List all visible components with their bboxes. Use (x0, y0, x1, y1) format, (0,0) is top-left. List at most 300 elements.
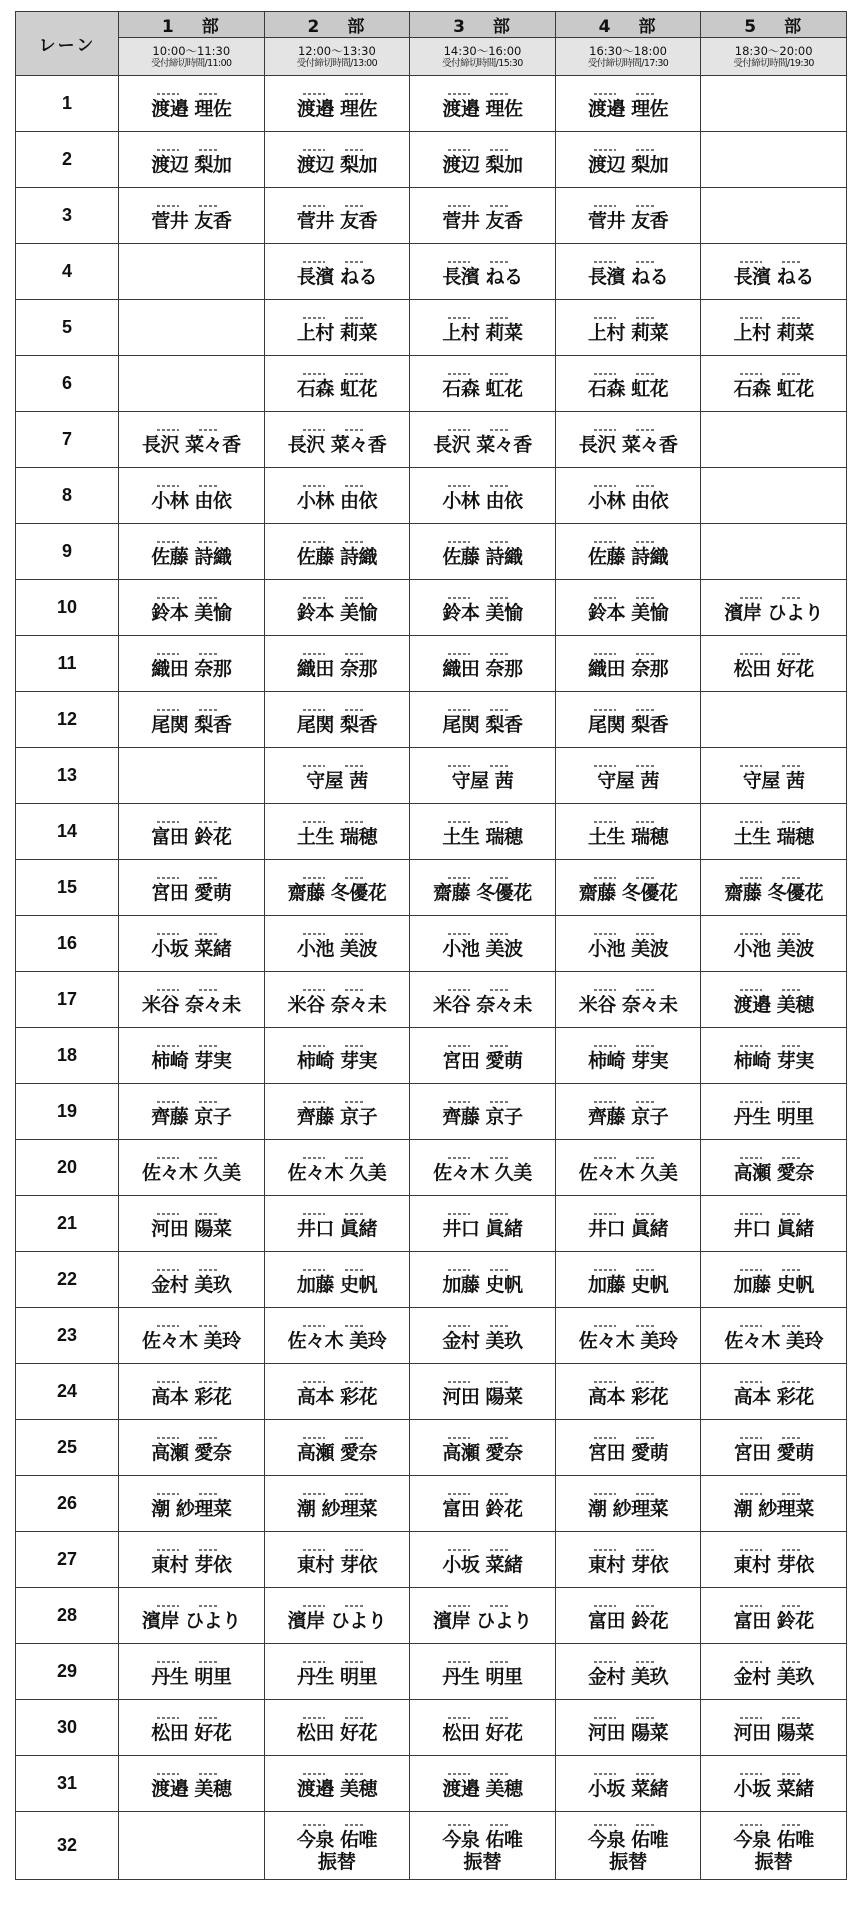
member-name: 小坂 菜緒 (588, 1778, 669, 1800)
furigana-reading (724, 1151, 824, 1162)
furigana-reading (432, 927, 532, 938)
furigana-reading (287, 1767, 387, 1778)
furigana-reading (724, 1095, 824, 1106)
furigana-reading (724, 1543, 824, 1554)
furigana-reading (578, 1487, 678, 1498)
member-name: 齊藤 京子 (151, 1106, 232, 1128)
schedule-cell (555, 1364, 701, 1420)
table-row (16, 1028, 847, 1084)
schedule-cell (555, 636, 701, 692)
member-name: 井口 眞緒 (296, 1218, 377, 1240)
schedule-cell (264, 412, 410, 468)
member-name: 井口 眞緒 (588, 1218, 669, 1240)
table-row (16, 1252, 847, 1308)
furigana-reading (287, 1818, 387, 1829)
schedule-cell (555, 972, 701, 1028)
member-name: 守屋 茜 (451, 770, 514, 792)
schedule-cell (410, 1756, 556, 1812)
furigana-reading (432, 311, 532, 322)
member-name: 渡辺 梨加 (151, 154, 232, 176)
furigana-reading (432, 479, 532, 490)
part-5-header: 5 部 (701, 12, 847, 38)
table-row (16, 132, 847, 188)
furigana-reading (141, 1207, 241, 1218)
furigana-reading (287, 591, 387, 602)
schedule-cell (410, 636, 556, 692)
member-name: 長沢 菜々香 (287, 434, 387, 456)
furigana-reading (141, 1319, 241, 1330)
furigana-reading (724, 759, 824, 770)
furigana-reading (432, 1818, 532, 1829)
member-name: 小坂 菜緒 (733, 1778, 814, 1800)
schedule-cell (410, 1084, 556, 1140)
furigana-reading (724, 647, 824, 658)
lane-number: 9 (16, 524, 119, 580)
furigana-reading (432, 1039, 532, 1050)
transfer-note: 振替 (317, 1851, 356, 1873)
furigana-reading (578, 143, 678, 154)
table-row (16, 1588, 847, 1644)
furigana-reading (432, 535, 532, 546)
schedule-cell (119, 916, 265, 972)
table-row (16, 1140, 847, 1196)
member-name: 織田 奈那 (151, 658, 232, 680)
furigana-reading (432, 759, 532, 770)
member-name: 米谷 奈々未 (433, 994, 532, 1016)
schedule-cell (264, 1532, 410, 1588)
schedule-cell (119, 972, 265, 1028)
schedule-cell (410, 1476, 556, 1532)
member-name: 高瀬 愛奈 (151, 1442, 232, 1464)
furigana-reading (578, 1319, 678, 1330)
member-name: 小坂 菜緒 (151, 938, 232, 960)
schedule-cell (555, 1196, 701, 1252)
schedule-cell (555, 412, 701, 468)
furigana-reading (141, 983, 241, 994)
schedule-cell (555, 244, 701, 300)
member-name: 高瀬 愛奈 (733, 1162, 814, 1184)
member-name: 佐藤 詩織 (588, 546, 669, 568)
schedule-cell (701, 188, 847, 244)
schedule-cell (555, 860, 701, 916)
lane-number: 22 (16, 1252, 119, 1308)
furigana-reading (141, 703, 241, 714)
lane-number: 29 (16, 1644, 119, 1700)
schedule-cell (555, 1028, 701, 1084)
member-name: 長沢 菜々香 (578, 434, 678, 456)
schedule-cell (264, 1644, 410, 1700)
member-name: 井口 眞緒 (442, 1218, 523, 1240)
schedule-cell (119, 524, 265, 580)
schedule-cell (701, 1140, 847, 1196)
schedule-cell (410, 860, 556, 916)
schedule-cell (555, 748, 701, 804)
schedule-cell (264, 1140, 410, 1196)
schedule-cell (119, 244, 265, 300)
furigana-reading (724, 1375, 824, 1386)
member-name: 佐藤 詩織 (442, 546, 523, 568)
member-name: 齋藤 冬優花 (724, 882, 823, 904)
schedule-cell (410, 244, 556, 300)
table-row (16, 916, 847, 972)
member-name: 高瀬 愛奈 (442, 1442, 523, 1464)
member-name: 井口 眞緒 (733, 1218, 814, 1240)
furigana-reading (432, 1151, 532, 1162)
schedule-cell (555, 804, 701, 860)
member-name: 尾関 梨香 (296, 714, 377, 736)
schedule-cell (119, 1812, 265, 1880)
schedule-cell (701, 1756, 847, 1812)
furigana-reading (287, 1319, 387, 1330)
member-name: 佐々木 久美 (287, 1162, 387, 1184)
furigana-reading (287, 1431, 387, 1442)
member-name: 潮 紗理菜 (296, 1498, 377, 1520)
member-name: 守屋 茜 (306, 770, 368, 792)
schedule-cell (119, 188, 265, 244)
furigana-reading (141, 423, 241, 434)
schedule-cell (410, 524, 556, 580)
member-name: 土生 瑞穂 (442, 826, 523, 848)
member-name: 潮 紗理菜 (733, 1498, 814, 1520)
furigana-reading (141, 871, 241, 882)
member-name: 金村 美玖 (151, 1274, 232, 1296)
schedule-cell (701, 1364, 847, 1420)
member-name: 潮 紗理菜 (588, 1498, 669, 1520)
lane-number: 6 (16, 356, 119, 412)
schedule-cell (410, 1532, 556, 1588)
member-name: 柿崎 芽実 (151, 1050, 232, 1072)
schedule-cell (264, 468, 410, 524)
table-row (16, 692, 847, 748)
member-name: 齊藤 京子 (296, 1106, 377, 1128)
furigana-reading (578, 1375, 678, 1386)
furigana-reading (578, 1039, 678, 1050)
furigana-reading (724, 1818, 824, 1829)
schedule-cell (701, 692, 847, 748)
furigana-reading (287, 1039, 387, 1050)
lane-number: 16 (16, 916, 119, 972)
table-row (16, 468, 847, 524)
lane-number: 7 (16, 412, 119, 468)
member-name: 小池 美波 (588, 938, 669, 960)
schedule-cell (264, 1700, 410, 1756)
furigana-reading (432, 199, 532, 210)
furigana-reading (432, 591, 532, 602)
member-name: 米谷 奈々未 (578, 994, 678, 1016)
furigana-reading (287, 535, 387, 546)
member-name: 金村 美玖 (588, 1666, 669, 1688)
table-row (16, 1700, 847, 1756)
table-row (16, 1364, 847, 1420)
table-row (16, 1196, 847, 1252)
schedule-cell (119, 1476, 265, 1532)
schedule-cell (119, 1644, 265, 1700)
schedule-cell (555, 1532, 701, 1588)
schedule-cell (410, 76, 556, 132)
member-name: 渡邉 理佐 (442, 98, 523, 120)
schedule-cell (410, 468, 556, 524)
furigana-reading (578, 1655, 678, 1666)
schedule-cell (264, 1476, 410, 1532)
member-name: 守屋 茜 (742, 770, 805, 792)
member-name: 宮田 愛萌 (151, 882, 232, 904)
part-header-row (16, 12, 847, 38)
schedule-cell (410, 188, 556, 244)
furigana-reading (141, 1263, 241, 1274)
furigana-reading (141, 143, 241, 154)
furigana-reading (578, 647, 678, 658)
furigana-reading (141, 927, 241, 938)
member-name: 菅井 友香 (151, 210, 232, 232)
schedule-cell (701, 356, 847, 412)
furigana-reading (287, 647, 387, 658)
member-name: 加藤 史帆 (442, 1274, 523, 1296)
member-name: 守屋 茜 (597, 770, 659, 792)
schedule-cell (701, 1196, 847, 1252)
member-name: 渡辺 梨加 (442, 154, 523, 176)
schedule-cell (119, 76, 265, 132)
schedule-cell (410, 1364, 556, 1420)
furigana-reading (724, 1263, 824, 1274)
schedule-cell (410, 1812, 556, 1880)
member-name: 菅井 友香 (296, 210, 377, 232)
schedule-cell (555, 1644, 701, 1700)
member-name: 東村 芽依 (733, 1554, 814, 1576)
table-row (16, 1420, 847, 1476)
furigana-reading (432, 1487, 532, 1498)
schedule-cell (701, 1476, 847, 1532)
schedule-cell (410, 132, 556, 188)
furigana-reading (141, 1431, 241, 1442)
schedule-cell (264, 1084, 410, 1140)
furigana-reading (724, 927, 824, 938)
schedule-cell (701, 1588, 847, 1644)
member-name: 富田 鈴花 (151, 826, 232, 848)
furigana-reading (578, 535, 678, 546)
member-name: 鈴本 美愉 (442, 602, 523, 624)
furigana-reading (432, 1207, 532, 1218)
schedule-cell (410, 1196, 556, 1252)
furigana-reading (578, 591, 678, 602)
schedule-cell (701, 412, 847, 468)
schedule-cell (119, 412, 265, 468)
schedule-cell (410, 300, 556, 356)
member-name: 佐々木 美玲 (141, 1330, 241, 1352)
table-row (16, 972, 847, 1028)
schedule-cell (555, 1252, 701, 1308)
schedule-cell (410, 1420, 556, 1476)
schedule-cell (264, 1308, 410, 1364)
member-name: 今泉 佑唯 (296, 1829, 377, 1851)
furigana-reading (578, 1818, 678, 1829)
member-name: 尾関 梨香 (151, 714, 232, 736)
schedule-cell (264, 1196, 410, 1252)
member-name: 織田 奈那 (588, 658, 669, 680)
furigana-reading (724, 871, 824, 882)
schedule-cell (555, 132, 701, 188)
part-1-time: 10:00～11:30 受付締切時間/11:00 (119, 38, 265, 76)
member-name: 鈴本 美愉 (296, 602, 377, 624)
furigana-reading (432, 983, 532, 994)
member-name: 長沢 菜々香 (141, 434, 241, 456)
schedule-cell (264, 580, 410, 636)
schedule-cell (555, 1700, 701, 1756)
schedule-cell (701, 1644, 847, 1700)
schedule-cell (701, 1252, 847, 1308)
furigana-reading (724, 815, 824, 826)
lane-number: 31 (16, 1756, 119, 1812)
member-name: 米谷 奈々未 (141, 994, 241, 1016)
member-name: 小林 由依 (588, 490, 669, 512)
schedule-cell (264, 972, 410, 1028)
furigana-reading (578, 367, 678, 378)
furigana-reading (578, 1151, 678, 1162)
schedule-cell (701, 804, 847, 860)
member-name: 尾関 梨香 (588, 714, 669, 736)
furigana-reading (432, 1319, 532, 1330)
furigana-reading (287, 1543, 387, 1554)
furigana-reading (724, 311, 824, 322)
table-row (16, 1644, 847, 1700)
schedule-cell (410, 1140, 556, 1196)
furigana-reading (724, 367, 824, 378)
member-name: 加藤 史帆 (588, 1274, 669, 1296)
member-name: 齊藤 京子 (442, 1106, 523, 1128)
furigana-reading (287, 1599, 387, 1610)
member-name: 佐々木 久美 (433, 1162, 532, 1184)
furigana-reading (578, 1543, 678, 1554)
schedule-cell (555, 524, 701, 580)
lane-number: 28 (16, 1588, 119, 1644)
part-3-header: 3 部 (410, 12, 556, 38)
member-name: 菅井 友香 (588, 210, 669, 232)
schedule-cell (555, 1084, 701, 1140)
schedule-cell (555, 1420, 701, 1476)
furigana-reading (432, 255, 532, 266)
lane-number: 17 (16, 972, 119, 1028)
member-name: 土生 瑞穂 (588, 826, 669, 848)
member-name: 金村 美玖 (733, 1666, 814, 1688)
part-2-time: 12:00～13:30 受付締切時間/13:00 (264, 38, 410, 76)
lane-number: 12 (16, 692, 119, 748)
furigana-reading (141, 1767, 241, 1778)
member-name: 渡邉 理佐 (296, 98, 377, 120)
furigana-reading (287, 1095, 387, 1106)
member-name: 高瀬 愛奈 (296, 1442, 377, 1464)
furigana-reading (432, 1655, 532, 1666)
member-name: 河田 陽菜 (151, 1218, 232, 1240)
schedule-cell (119, 1252, 265, 1308)
schedule-cell (410, 356, 556, 412)
member-name: 渡辺 梨加 (296, 154, 377, 176)
schedule-cell (701, 636, 847, 692)
member-name: 上村 莉菜 (588, 322, 669, 344)
member-name: 齋藤 冬優花 (433, 882, 532, 904)
schedule-cell (701, 1700, 847, 1756)
member-name: 菅井 友香 (442, 210, 523, 232)
part-3-time: 14:30～16:00 受付締切時間/15:30 (410, 38, 556, 76)
furigana-reading (287, 759, 387, 770)
schedule-cell (119, 636, 265, 692)
schedule-cell (119, 1588, 265, 1644)
schedule-cell (701, 916, 847, 972)
schedule-cell (264, 76, 410, 132)
lane-number: 30 (16, 1700, 119, 1756)
member-name: 佐々木 美玲 (287, 1330, 387, 1352)
furigana-reading (141, 535, 241, 546)
schedule-cell (264, 356, 410, 412)
furigana-reading (578, 87, 678, 98)
member-name: 上村 莉菜 (733, 322, 814, 344)
schedule-cell (701, 1812, 847, 1880)
schedule-cell (555, 916, 701, 972)
member-name: 丹生 明里 (442, 1666, 523, 1688)
furigana-reading (432, 1375, 532, 1386)
part-1-header: 1 部 (119, 12, 265, 38)
schedule-cell (555, 1140, 701, 1196)
furigana-reading (287, 815, 387, 826)
furigana-reading (724, 1655, 824, 1666)
member-name: 丹生 明里 (151, 1666, 232, 1688)
schedule-cell (555, 1812, 701, 1880)
furigana-reading (432, 1543, 532, 1554)
member-name: 土生 瑞穂 (296, 826, 377, 848)
member-name: 上村 莉菜 (442, 322, 523, 344)
member-name: 柿崎 芽実 (733, 1050, 814, 1072)
furigana-reading (578, 759, 678, 770)
furigana-reading (578, 311, 678, 322)
schedule-cell (264, 244, 410, 300)
schedule-cell (264, 1364, 410, 1420)
member-name: 宮田 愛萌 (733, 1442, 814, 1464)
member-name: 渡邉 理佐 (151, 98, 232, 120)
member-name: 金村 美玖 (442, 1330, 523, 1352)
table-row (16, 524, 847, 580)
furigana-reading (578, 1599, 678, 1610)
schedule-cell (119, 748, 265, 804)
member-name: 小林 由依 (442, 490, 523, 512)
lane-number: 24 (16, 1364, 119, 1420)
lane-number: 14 (16, 804, 119, 860)
lane-number: 13 (16, 748, 119, 804)
furigana-reading (578, 815, 678, 826)
schedule-cell (119, 1140, 265, 1196)
furigana-reading (432, 1599, 532, 1610)
member-name: 土生 瑞穂 (733, 826, 814, 848)
furigana-reading (432, 647, 532, 658)
schedule-cell (264, 300, 410, 356)
part-4-header: 4 部 (555, 12, 701, 38)
member-name: 今泉 佑唯 (588, 1829, 669, 1851)
table-row (16, 1756, 847, 1812)
schedule-cell (555, 1756, 701, 1812)
furigana-reading (578, 703, 678, 714)
schedule-cell (701, 1420, 847, 1476)
part-5-time: 18:30～20:00 受付締切時間/19:30 (701, 38, 847, 76)
schedule-cell (555, 76, 701, 132)
lane-number: 19 (16, 1084, 119, 1140)
time-header-row (16, 38, 847, 76)
furigana-reading (432, 423, 532, 434)
member-name: 富田 鈴花 (442, 1498, 523, 1520)
furigana-reading (287, 367, 387, 378)
schedule-cell (264, 748, 410, 804)
member-name: 渡邉 理佐 (588, 98, 669, 120)
lane-number: 32 (16, 1812, 119, 1880)
furigana-reading (724, 1431, 824, 1442)
schedule-cell (701, 524, 847, 580)
lane-number: 15 (16, 860, 119, 916)
